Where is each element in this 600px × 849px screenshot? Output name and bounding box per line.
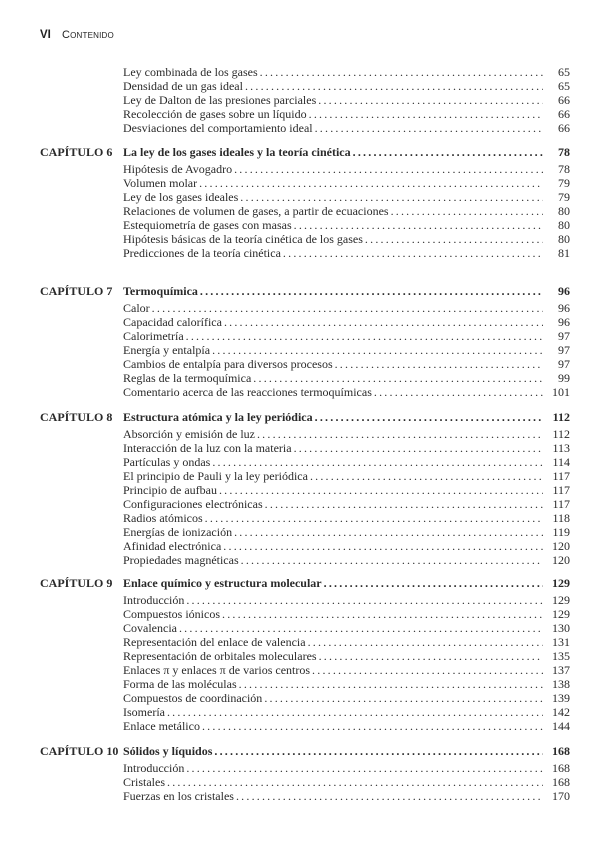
entry-title-wrap	[123, 204, 543, 218]
dot-leader	[264, 691, 543, 705]
toc-entry[interactable]	[0, 427, 600, 441]
toc-entry[interactable]	[0, 469, 600, 483]
entry-title-wrap	[123, 357, 543, 371]
entry-page: 142	[552, 705, 570, 719]
dot-leader	[200, 284, 543, 298]
dot-leader	[236, 789, 543, 803]
entry-page: 129	[552, 593, 570, 607]
entry-page: 117	[552, 497, 570, 511]
entry-title-wrap	[123, 691, 543, 705]
dot-leader	[315, 410, 543, 424]
entry-title: Partículas y ondas	[123, 455, 211, 469]
toc-section	[0, 410, 600, 567]
entry-title-wrap	[123, 677, 543, 691]
entry-page: 144	[552, 719, 570, 733]
entry-page: 112	[552, 427, 570, 441]
toc-entry[interactable]	[0, 761, 600, 775]
toc-entry[interactable]	[0, 357, 600, 371]
entry-page: 101	[552, 385, 570, 399]
dot-leader	[224, 315, 543, 329]
entry-title-wrap	[123, 705, 543, 719]
entry-title-wrap	[123, 576, 543, 590]
toc-entry[interactable]	[0, 455, 600, 469]
chapter-heading[interactable]	[0, 576, 600, 593]
entry-title: Configuraciones electrónicas	[123, 497, 263, 511]
toc-entry[interactable]	[0, 79, 600, 93]
entry-title: Introducción	[123, 593, 185, 607]
entry-title: Radios atómicos	[123, 511, 203, 525]
entry-page: 79	[558, 176, 570, 190]
dot-leader	[223, 539, 543, 553]
entry-title: Estequiometría de gases con masas	[123, 218, 292, 232]
dot-leader	[318, 93, 543, 107]
dot-leader	[315, 121, 543, 135]
toc-entry[interactable]	[0, 246, 600, 260]
entry-page: 65	[558, 65, 570, 79]
dot-leader	[234, 525, 543, 539]
entry-title: Compuestos iónicos	[123, 607, 221, 621]
entry-title-wrap	[123, 511, 543, 525]
dot-leader	[186, 329, 543, 343]
entry-page: 170	[552, 789, 570, 803]
chapter-label: CAPÍTULO 9	[40, 576, 113, 590]
toc-entry[interactable]	[0, 343, 600, 357]
dot-leader	[260, 65, 543, 79]
entry-page: 65	[558, 79, 570, 93]
entry-title-wrap	[123, 343, 543, 357]
toc-entry[interactable]	[0, 301, 600, 315]
dot-leader	[319, 649, 543, 663]
dot-leader	[253, 371, 543, 385]
entry-title-wrap	[123, 744, 543, 758]
toc-entry[interactable]	[0, 483, 600, 497]
entry-title-wrap	[123, 176, 543, 190]
entry-page: 139	[552, 691, 570, 705]
toc-entry[interactable]	[0, 385, 600, 399]
dot-leader	[365, 232, 543, 246]
dot-leader	[199, 176, 543, 190]
toc-entry[interactable]	[0, 621, 600, 635]
entry-title: Termoquímica	[123, 284, 198, 298]
entry-page: 119	[552, 525, 570, 539]
toc-entry[interactable]	[0, 176, 600, 190]
entry-title: Principio de aufbau	[123, 483, 217, 497]
entry-title-wrap	[123, 593, 543, 607]
entry-title-wrap	[123, 663, 543, 677]
entry-page: 120	[552, 539, 570, 553]
entry-title: Reglas de la termoquímica	[123, 371, 252, 385]
entry-page: 79	[558, 190, 570, 204]
toc-section	[0, 65, 600, 135]
entry-page: 96	[558, 315, 570, 329]
dot-leader	[167, 775, 543, 789]
toc-entry[interactable]	[0, 775, 600, 789]
entry-title-wrap	[123, 483, 543, 497]
entry-page: 135	[552, 649, 570, 663]
toc-entry[interactable]	[0, 525, 600, 539]
toc-entry[interactable]	[0, 204, 600, 218]
entry-title: Enlace metálico	[123, 719, 200, 733]
dot-leader	[245, 79, 543, 93]
entry-title: Propiedades magnéticas	[123, 553, 239, 567]
entry-title: Covalencia	[123, 621, 177, 635]
entry-title: Ley de los gases ideales	[123, 190, 239, 204]
dot-leader	[294, 218, 543, 232]
entry-title-wrap	[123, 190, 543, 204]
entry-page: 129	[552, 607, 570, 621]
entry-page: 112	[552, 410, 570, 424]
entry-page: 80	[558, 204, 570, 218]
entry-title-wrap	[123, 329, 543, 343]
toc-entry[interactable]	[0, 162, 600, 176]
entry-title-wrap	[123, 789, 543, 803]
entry-title: Cambios de entalpía para diversos procesos	[123, 357, 333, 371]
entry-title: Forma de las moléculas	[123, 677, 237, 691]
chapter-label: CAPÍTULO 7	[40, 284, 113, 298]
entry-page: 97	[558, 329, 570, 343]
toc-entry[interactable]	[0, 107, 600, 121]
entry-page: 114	[552, 455, 570, 469]
dot-leader	[239, 677, 543, 691]
entry-title-wrap	[123, 469, 543, 483]
dot-leader	[219, 483, 543, 497]
entry-title: Densidad de un gas ideal	[123, 79, 243, 93]
entry-page: 113	[552, 441, 570, 455]
entry-page: 118	[552, 511, 570, 525]
toc-entry[interactable]	[0, 315, 600, 329]
entry-title: Absorción y emisión de luz	[123, 427, 255, 441]
toc-entry[interactable]	[0, 553, 600, 567]
toc-entry[interactable]	[0, 93, 600, 107]
entry-page: 66	[558, 93, 570, 107]
toc-entry[interactable]	[0, 539, 600, 553]
entry-title: Ley combinada de los gases	[123, 65, 258, 79]
toc-entry[interactable]	[0, 121, 600, 135]
entry-page: 80	[558, 218, 570, 232]
entry-title-wrap	[123, 246, 543, 260]
entry-title-wrap	[123, 455, 543, 469]
toc-entry[interactable]	[0, 649, 600, 663]
dot-leader	[186, 593, 543, 607]
entry-page: 168	[552, 761, 570, 775]
entry-title-wrap	[123, 121, 543, 135]
entry-title: Interacción de la luz con la materia	[123, 441, 292, 455]
toc-entry[interactable]	[0, 190, 600, 204]
entry-title: Enlaces π y enlaces π de varios centros	[123, 663, 311, 677]
entry-title: Ley de Dalton de las presiones parciales	[123, 93, 317, 107]
entry-title: El principio de Pauli y la ley periódica	[123, 469, 308, 483]
entry-title: Calor	[123, 301, 150, 315]
running-header	[40, 29, 114, 41]
dot-leader	[214, 744, 543, 758]
dot-leader	[294, 441, 543, 455]
entry-title: Representación de orbitales moleculares	[123, 649, 317, 663]
entry-title: Sólidos y líquidos	[123, 744, 213, 758]
entry-title-wrap	[123, 145, 543, 159]
chapter-label: CAPÍTULO 8	[40, 410, 113, 424]
running-title: Contenido	[61, 29, 114, 41]
chapter-label: CAPÍTULO 6	[40, 145, 113, 159]
entry-title: Relaciones de volumen de gases, a partir de ecuaciones	[123, 204, 389, 218]
entry-title: Capacidad calorífica	[123, 315, 222, 329]
entry-title-wrap	[123, 371, 543, 385]
entry-page: 96	[558, 284, 570, 298]
toc-entry[interactable]	[0, 441, 600, 455]
entry-title: Hipótesis de Avogadro	[123, 162, 233, 176]
entry-title-wrap	[123, 93, 543, 107]
entry-title: Predicciones de la teoría cinética	[123, 246, 281, 260]
entry-title-wrap	[123, 284, 543, 298]
dot-leader	[265, 497, 543, 511]
toc-entry[interactable]	[0, 218, 600, 232]
entry-title-wrap	[123, 385, 543, 399]
dot-leader	[212, 455, 543, 469]
dot-leader	[222, 607, 543, 621]
dot-leader	[308, 635, 543, 649]
entry-title-wrap	[123, 525, 543, 539]
toc-entry[interactable]	[0, 329, 600, 343]
entry-page: 97	[558, 357, 570, 371]
entry-title: Compuestos de coordinación	[123, 691, 263, 705]
entry-page: 66	[558, 121, 570, 135]
entry-title-wrap	[123, 441, 543, 455]
entry-page: 78	[558, 145, 570, 159]
dot-leader	[152, 301, 543, 315]
entry-title-wrap	[123, 761, 543, 775]
dot-leader	[353, 145, 543, 159]
toc-entry[interactable]	[0, 789, 600, 803]
chapter-heading[interactable]	[0, 284, 600, 301]
entry-title-wrap	[123, 232, 543, 246]
entry-title-wrap	[123, 649, 543, 663]
toc-section	[0, 284, 600, 399]
entry-title-wrap	[123, 635, 543, 649]
entry-page: 130	[552, 621, 570, 635]
chapter-heading[interactable]	[0, 145, 600, 162]
toc-section	[0, 576, 600, 733]
entry-title-wrap	[123, 218, 543, 232]
entry-title: Comentario acerca de las reacciones termoquímicas	[123, 385, 372, 399]
chapter-heading[interactable]	[0, 744, 600, 761]
toc-entry[interactable]	[0, 691, 600, 705]
toc-entry[interactable]	[0, 663, 600, 677]
toc-entry[interactable]	[0, 593, 600, 607]
dot-leader	[310, 469, 543, 483]
dot-leader	[205, 511, 543, 525]
dot-leader	[234, 162, 543, 176]
toc-entry[interactable]	[0, 371, 600, 385]
entry-title-wrap	[123, 539, 543, 553]
chapter-label: CAPÍTULO 10	[40, 744, 119, 758]
dot-leader	[240, 190, 543, 204]
entry-page: 97	[558, 343, 570, 357]
entry-title-wrap	[123, 410, 543, 424]
entry-page: 168	[552, 744, 570, 758]
entry-title: Hipótesis básicas de la teoría cinética de los gases	[123, 232, 363, 246]
dot-leader	[257, 427, 543, 441]
dot-leader	[179, 621, 543, 635]
toc-section	[0, 744, 600, 803]
entry-title: Calorimetría	[123, 329, 184, 343]
dot-leader	[324, 576, 543, 590]
entry-title: Estructura atómica y la ley periódica	[123, 410, 313, 424]
entry-title-wrap	[123, 301, 543, 315]
entry-page: 131	[552, 635, 570, 649]
toc-entry[interactable]	[0, 705, 600, 719]
entry-title-wrap	[123, 65, 543, 79]
entry-title-wrap	[123, 107, 543, 121]
dot-leader	[335, 357, 543, 371]
entry-title-wrap	[123, 162, 543, 176]
entry-title-wrap	[123, 497, 543, 511]
toc-entry[interactable]	[0, 635, 600, 649]
entry-title: Enlace químico y estructura molecular	[123, 576, 322, 590]
entry-page: 66	[558, 107, 570, 121]
toc-entry[interactable]	[0, 677, 600, 691]
entry-title-wrap	[123, 79, 543, 93]
entry-title-wrap	[123, 607, 543, 621]
toc-entry[interactable]	[0, 65, 600, 79]
entry-title-wrap	[123, 553, 543, 567]
dot-leader	[283, 246, 543, 260]
entry-page: 80	[558, 232, 570, 246]
chapter-heading[interactable]	[0, 410, 600, 427]
entry-title: Representación del enlace de valencia	[123, 635, 306, 649]
toc-section	[0, 145, 600, 260]
entry-page: 117	[552, 469, 570, 483]
toc-entry[interactable]	[0, 607, 600, 621]
entry-title: La ley de los gases ideales y la teoría cinética	[123, 145, 351, 159]
entry-title: Desviaciones del comportamiento ideal	[123, 121, 313, 135]
entry-page: 168	[552, 775, 570, 789]
dot-leader	[202, 719, 543, 733]
entry-page: 138	[552, 677, 570, 691]
toc-entry[interactable]	[0, 497, 600, 511]
entry-title: Recolección de gases sobre un líquido	[123, 107, 307, 121]
entry-title: Introducción	[123, 761, 185, 775]
dot-leader	[391, 204, 543, 218]
entry-title: Cristales	[123, 775, 165, 789]
entry-page: 78	[558, 162, 570, 176]
entry-title-wrap	[123, 621, 543, 635]
entry-page: 137	[552, 663, 570, 677]
entry-page: 120	[552, 553, 570, 567]
entry-page: 129	[552, 576, 570, 590]
entry-title: Isomería	[123, 705, 165, 719]
entry-title: Afinidad electrónica	[123, 539, 222, 553]
entry-title: Energía y entalpía	[123, 343, 211, 357]
entry-page: 96	[558, 301, 570, 315]
page-number: VI	[40, 29, 51, 41]
entry-title: Fuerzas en los cristales	[123, 789, 234, 803]
toc-entry[interactable]	[0, 511, 600, 525]
entry-title-wrap	[123, 315, 543, 329]
toc-entry[interactable]	[0, 232, 600, 246]
entry-title-wrap	[123, 775, 543, 789]
entry-page: 117	[552, 483, 570, 497]
dot-leader	[374, 385, 543, 399]
entry-title: Energías de ionización	[123, 525, 233, 539]
entry-title: Volumen molar	[123, 176, 198, 190]
dot-leader	[186, 761, 543, 775]
entry-page: 99	[558, 371, 570, 385]
dot-leader	[241, 553, 543, 567]
entry-title-wrap	[123, 427, 543, 441]
entry-page: 81	[558, 246, 570, 260]
dot-leader	[167, 705, 543, 719]
dot-leader	[212, 343, 543, 357]
toc-entry[interactable]	[0, 719, 600, 733]
entry-title-wrap	[123, 719, 543, 733]
dot-leader	[309, 107, 543, 121]
dot-leader	[312, 663, 543, 677]
